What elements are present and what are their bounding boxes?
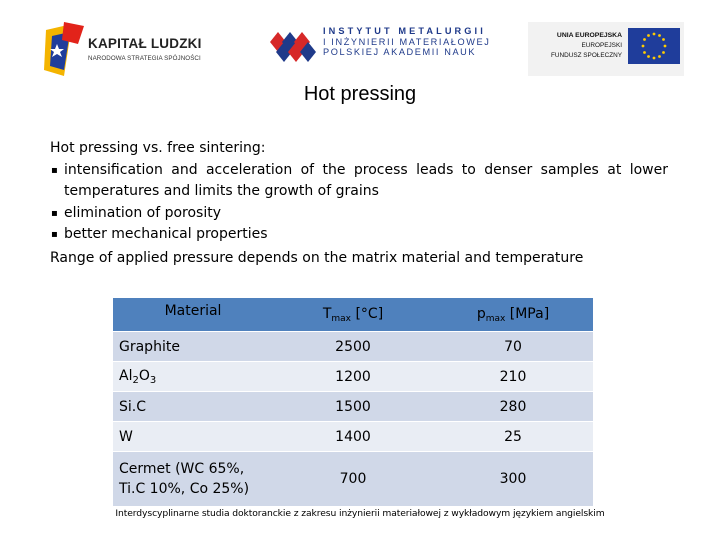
range-note: Range of applied pressure depends on the matrix material and temperature — [50, 249, 584, 266]
header-tmax-symbol: T — [322, 305, 332, 322]
kapital-ludzki-logo — [42, 20, 212, 78]
institute-name-line-2: I INŻYNIERII MATERIAŁOWEJ — [323, 36, 491, 47]
cermet-line-1: Cermet (WC 65%, — [119, 461, 245, 477]
bullet-icon: ▪ — [51, 207, 58, 219]
table-row — [113, 392, 593, 422]
footer-text: Interdyscyplinarne studia doktoranckie z zakresu inżynierii materiałowej z wykładowym językiem angielskim — [115, 508, 605, 519]
cell-tmax: 1400 — [273, 422, 433, 452]
institute-name-line-3: POLSKIEJ AKADEMII NAUK — [323, 47, 477, 57]
cell-pmax: 280 — [433, 392, 593, 422]
institute-emblem-icon — [268, 28, 318, 64]
formula-sub-3: 3 — [149, 374, 157, 386]
cell-pmax: 210 — [433, 362, 593, 392]
cell-pmax: 300 — [433, 452, 593, 507]
bullet-text: better mechanical properties — [64, 226, 268, 242]
formula-sub-2: 2 — [132, 374, 139, 386]
header-material: Material — [113, 298, 273, 332]
eu-line-3: FUNDUSZ SPOŁECZNY — [550, 52, 622, 59]
cell-tmax: 700 — [273, 452, 433, 507]
bullet-item — [50, 224, 668, 246]
header-pmax — [433, 298, 593, 332]
eu-text — [551, 31, 622, 61]
table-row — [113, 362, 593, 392]
intro-text: Hot pressing vs. free sintering: — [50, 140, 266, 156]
materials-table — [113, 298, 593, 506]
cell-material: Si.C — [113, 392, 273, 422]
header-pmax-unit: [MPa] — [505, 305, 550, 322]
cell-pmax: 70 — [433, 332, 593, 362]
cell-material — [113, 362, 273, 392]
bullet-icon: ▪ — [51, 229, 58, 240]
bullet-text: elimination of porosity — [64, 204, 222, 221]
table-row — [113, 452, 593, 507]
eu-flag-icon — [628, 28, 680, 64]
bullet-text: intensification and acceleration of the process leads to denser samples at lower — [64, 161, 668, 178]
logo-bar — [0, 14, 720, 84]
header-tmax — [273, 298, 433, 332]
cell-material: Graphite — [113, 332, 273, 362]
cell-pmax: 25 — [433, 422, 593, 452]
institute-name-line-1: INSTYTUT METALURGII — [323, 26, 486, 36]
cell-material: W — [113, 422, 273, 452]
table-row — [113, 332, 593, 362]
formula-o: O — [138, 367, 150, 384]
cermet-line-2: Ti.C 10%, Co 25%) — [119, 481, 250, 497]
kapital-ludzki-emblem-icon — [42, 20, 86, 78]
bullet-text-continuation: temperatures and limits the growth of grains — [64, 183, 379, 199]
institute-name — [323, 26, 490, 58]
institute-logo — [268, 26, 491, 72]
eu-line-2: EUROPEJSKI — [581, 42, 622, 49]
bullet-item — [50, 203, 668, 225]
header-pmax-sub: max — [485, 313, 506, 324]
header-pmax-symbol: p — [476, 305, 486, 322]
formula-al: Al — [119, 367, 133, 384]
kapital-ludzki-subtitle: NARODOWA STRATEGIA SPÓJNOŚCI — [88, 55, 201, 62]
header-tmax-sub: max — [331, 313, 351, 324]
slide-title: Hot pressing — [303, 83, 417, 105]
eu-logo — [528, 22, 684, 76]
slide-body — [50, 138, 668, 269]
cell-material — [113, 452, 273, 507]
bullet-icon: ▪ — [51, 164, 58, 176]
table-row — [113, 422, 593, 452]
cell-tmax: 1500 — [273, 392, 433, 422]
cell-tmax: 2500 — [273, 332, 433, 362]
header-tmax-unit: [°C] — [351, 305, 384, 322]
table-header-row — [113, 298, 593, 332]
bullet-item — [50, 160, 668, 182]
cell-tmax: 1200 — [273, 362, 433, 392]
kapital-ludzki-title: KAPITAŁ LUDZKI — [88, 36, 202, 51]
eu-line-1: UNIA EUROPEJSKA — [556, 32, 622, 39]
